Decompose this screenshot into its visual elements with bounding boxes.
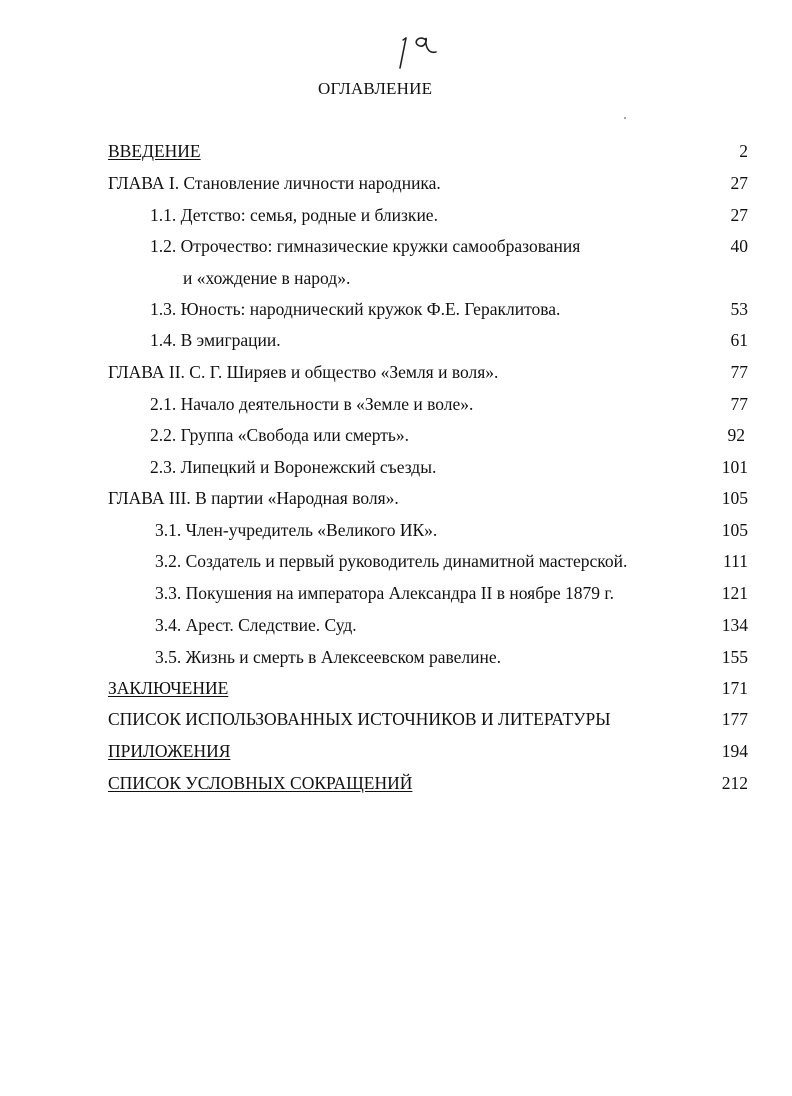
- toc-entry-title: ПРИЛОЖЕНИЯ: [108, 741, 231, 761]
- toc-entry-introduction: [0, 139, 792, 163]
- toc-entry-page: 77: [730, 362, 748, 382]
- handwritten-page-number-drawing: [392, 18, 452, 74]
- toc-entry-section-3-4: [0, 613, 792, 637]
- toc-entry-title: ГЛАВА III. В партии «Народная воля».: [108, 488, 399, 508]
- page-title: ОГЛАВЛЕНИЕ: [318, 79, 433, 98]
- toc-entry-page: 111: [723, 551, 748, 571]
- toc-entry-page: 155: [721, 647, 748, 667]
- toc-entry-title: и «хождение в народ».: [183, 268, 351, 288]
- toc-entry-chapter-3: [0, 486, 792, 510]
- toc-entry-section-2-3: [0, 455, 792, 479]
- toc-entry-title: ГЛАВА II. С. Г. Ширяев и общество «Земля и воля».: [108, 362, 499, 382]
- toc-entry-section-3-1: [0, 518, 792, 542]
- toc-entry-page: 212: [721, 773, 748, 793]
- toc-entry-section-3-2: [0, 549, 792, 573]
- toc-entry-chapter-1: [0, 171, 792, 195]
- toc-entry-page: 27: [730, 205, 748, 225]
- toc-entry-title: СПИСОК УСЛОВНЫХ СОКРАЩЕНИЙ: [108, 773, 413, 793]
- toc-entry-section-1-2: [0, 234, 792, 258]
- toc-entry-title: 2.2. Группа «Свобода или смерть».: [150, 425, 410, 445]
- toc-entry-title: 3.2. Создатель и первый руководитель динамитной мастерской.: [155, 551, 628, 571]
- toc-entry-page: 121: [721, 583, 748, 603]
- toc-entry-page: 2: [739, 141, 748, 161]
- toc-entry-page: 194: [721, 741, 748, 761]
- toc-entry-section-1-1: [0, 203, 792, 227]
- toc-entry-page: 40: [730, 236, 748, 256]
- toc-entry-title: 3.4. Арест. Следствие. Суд.: [155, 615, 357, 635]
- toc-entry-page: 105: [721, 520, 748, 540]
- toc-entry-page: 27: [730, 173, 748, 193]
- handwritten-page-number: [392, 18, 452, 74]
- toc-entry-title: ЗАКЛЮЧЕНИЕ: [108, 678, 229, 698]
- toc-entry-title: 3.1. Член-учредитель «Великого ИК».: [155, 520, 438, 540]
- toc-entry-section-1-2-continued: [0, 266, 792, 290]
- toc-entry-appendices: [0, 739, 792, 763]
- toc-entry-title: 3.3. Покушения на императора Александра II в ноябре 1879 г.: [155, 583, 614, 603]
- toc-entry-section-3-3: [0, 581, 792, 605]
- toc-entry-page: 77: [730, 394, 748, 414]
- toc-entry-title: 1.1. Детство: семья, родные и близкие.: [150, 205, 438, 225]
- toc-entry-title: СПИСОК ИСПОЛЬЗОВАННЫХ ИСТОЧНИКОВ И ЛИТЕРАТУРЫ: [108, 709, 611, 729]
- scan-speck: [624, 117, 626, 119]
- toc-entry-title: ВВЕДЕНИЕ: [108, 141, 201, 161]
- toc-entry-page: 92: [727, 425, 745, 445]
- toc-entry-section-2-2: [0, 423, 792, 447]
- toc-entry-page: 171: [721, 678, 748, 698]
- toc-entry-title: 1.2. Отрочество: гимназические кружки самообразования: [150, 236, 581, 256]
- toc-entry-section-1-4: [0, 328, 792, 352]
- toc-entry-page: 177: [721, 709, 748, 729]
- toc-entry-title: 1.4. В эмиграции.: [150, 330, 281, 350]
- toc-entry-page: 134: [721, 615, 748, 635]
- toc-entry-title: 1.3. Юность: народнический кружок Ф.Е. Гераклитова.: [150, 299, 561, 319]
- toc-entry-title: 3.5. Жизнь и смерть в Алексеевском равелине.: [155, 647, 501, 667]
- toc-entry-section-3-5: [0, 645, 792, 669]
- toc-entry-page: 53: [730, 299, 748, 319]
- toc-entry-page: 105: [721, 488, 748, 508]
- toc-entry-chapter-2: [0, 360, 792, 384]
- toc-entry-section-2-1: [0, 392, 792, 416]
- toc-entry-title: ГЛАВА I. Становление личности народника.: [108, 173, 441, 193]
- toc-entry-page: 101: [721, 457, 748, 477]
- toc-entry-page: 61: [730, 330, 748, 350]
- toc-entry-title: 2.1. Начало деятельности в «Земле и воле».: [150, 394, 474, 414]
- toc-entry-abbreviations: [0, 771, 792, 795]
- toc-entry-section-1-3: [0, 297, 792, 321]
- toc-entry-references: [0, 707, 792, 731]
- toc-entry-title: 2.3. Липецкий и Воронежский съезды.: [150, 457, 437, 477]
- toc-entry-conclusion: [0, 676, 792, 700]
